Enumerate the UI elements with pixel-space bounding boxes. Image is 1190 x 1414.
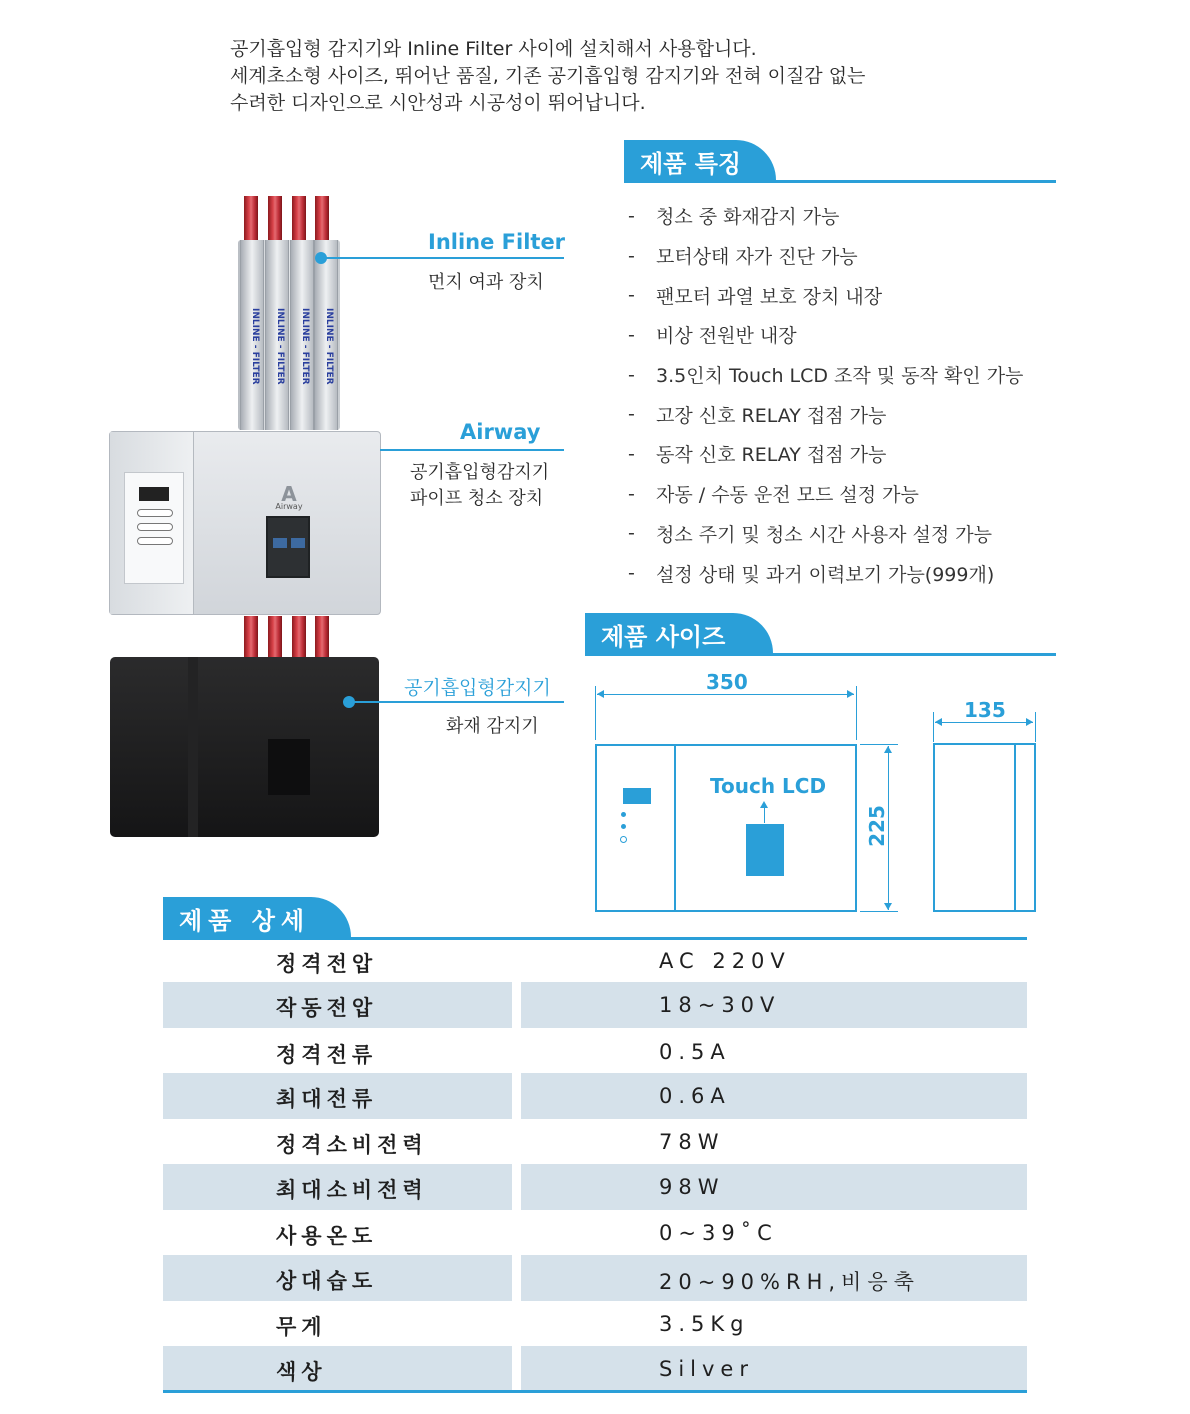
spec-key: 색상 bbox=[276, 1360, 327, 1384]
table-row bbox=[163, 1073, 1027, 1119]
height-dimension: 225 bbox=[864, 805, 889, 847]
callout-line bbox=[322, 257, 564, 259]
feature-item: - 3.5인치 Touch LCD 조작 및 동작 확인 가능 bbox=[628, 363, 1024, 388]
spec-key: 정격소비전력 bbox=[276, 1133, 428, 1157]
table-row bbox=[163, 1029, 1027, 1075]
table-row bbox=[163, 1210, 1027, 1256]
inline-filter-desc: 먼지 여과 장치 bbox=[428, 272, 544, 293]
pipe bbox=[292, 616, 306, 658]
pipe bbox=[315, 196, 329, 244]
spec-key: 사용온도 bbox=[276, 1224, 378, 1248]
pipe bbox=[315, 616, 329, 658]
spec-value: 0~39˚C bbox=[659, 1221, 778, 1245]
spec-value: AC 220V bbox=[659, 949, 791, 973]
detector-desc: 화재 감지기 bbox=[446, 716, 539, 737]
callout-dot bbox=[315, 252, 327, 264]
airway-logo: A bbox=[281, 482, 297, 506]
spec-value: Silver bbox=[659, 1357, 754, 1381]
spec-value: 3.5Kg bbox=[659, 1312, 750, 1336]
feature-item: - 팬모터 과열 보호 장치 내장 bbox=[628, 284, 883, 308]
pipe bbox=[292, 196, 306, 244]
table-bottom-rule bbox=[163, 1390, 1027, 1393]
feature-item: - 자동 / 수동 운전 모드 설정 가능 bbox=[628, 482, 919, 507]
pipe bbox=[244, 196, 258, 244]
airway-device-image bbox=[109, 431, 381, 615]
table-row bbox=[163, 1255, 1027, 1301]
detector-image bbox=[110, 657, 379, 837]
airway-desc-1: 공기흡입형감지기 bbox=[410, 462, 550, 483]
airway-desc-2: 파이프 청소 장치 bbox=[410, 488, 544, 509]
table-row bbox=[163, 1301, 1027, 1347]
control-panel bbox=[124, 472, 184, 584]
table-row bbox=[163, 1346, 1027, 1392]
feature-item: - 설정 상태 및 과거 이력보기 가능(999개) bbox=[628, 562, 995, 586]
pipe bbox=[268, 196, 282, 244]
detail-title: 제품 상세 bbox=[179, 907, 311, 935]
spec-value: 0.5A bbox=[659, 1040, 731, 1064]
spec-key: 무게 bbox=[276, 1315, 327, 1339]
intro-line-1: 공기흡입형 감지기와 Inline Filter 사이에 설치해서 사용합니다. bbox=[230, 38, 757, 60]
table-row bbox=[163, 1119, 1027, 1165]
table-row bbox=[163, 1164, 1027, 1210]
spec-key: 작동전압 bbox=[276, 996, 378, 1020]
callout-line bbox=[352, 701, 564, 703]
feature-item: - 모터상태 자가 진단 가능 bbox=[628, 244, 858, 269]
inline-filter-title: Inline Filter bbox=[428, 230, 566, 254]
detail-header bbox=[163, 897, 1027, 939]
intro-text bbox=[230, 36, 990, 117]
width-dimension: 350 bbox=[706, 670, 748, 694]
feature-item: - 고장 신호 RELAY 접점 가능 bbox=[628, 403, 887, 427]
depth-dimension: 135 bbox=[964, 698, 1006, 722]
spec-key: 최대소비전력 bbox=[276, 1178, 428, 1202]
callout-dot bbox=[343, 696, 355, 708]
front-view-outline bbox=[595, 744, 857, 912]
spec-value: 0.6A bbox=[659, 1084, 731, 1108]
intro-line-2: 세계초소형 사이즈, 뛰어난 품질, 기존 공기흡입형 감지기와 전혀 이질감 없는 bbox=[230, 65, 866, 87]
size-title: 제품 사이즈 bbox=[601, 623, 726, 651]
size-header bbox=[585, 613, 1056, 655]
screen-block bbox=[623, 788, 651, 804]
spec-value: 18~30V bbox=[659, 993, 781, 1017]
spec-key: 정격전류 bbox=[276, 1043, 378, 1067]
table-row bbox=[163, 982, 1027, 1028]
feature-item: - 청소 주기 및 청소 시간 사용자 설정 가능 bbox=[628, 522, 992, 546]
side-view-outline bbox=[933, 743, 1036, 912]
feature-list bbox=[628, 196, 1098, 593]
airway-title: Airway bbox=[460, 420, 541, 444]
callout-line bbox=[380, 449, 564, 451]
touch-lcd-label: Touch LCD bbox=[710, 774, 827, 798]
feature-item: - 청소 중 화재감지 가능 bbox=[628, 204, 840, 229]
spec-key: 정격전압 bbox=[276, 952, 378, 976]
airway-logo-text: Airway bbox=[275, 502, 303, 511]
spec-key: 최대전류 bbox=[276, 1087, 378, 1111]
detector-title: 공기흡입형감지기 bbox=[404, 677, 551, 699]
spec-value: 98W bbox=[659, 1175, 725, 1199]
spec-key: 상대습도 bbox=[276, 1269, 378, 1293]
features-title: 제품 특징 bbox=[640, 150, 742, 178]
spec-value: 20~90%RH,비응축 bbox=[659, 1270, 920, 1294]
pipe bbox=[244, 616, 258, 658]
intro-line-3: 수려한 디자인으로 시안성과 시공성이 뛰어납니다. bbox=[230, 92, 646, 114]
table-row bbox=[163, 938, 1027, 984]
inline-filter-image: INLINE - FILTER INLINE - FILTER INLINE - FILTER INLINE - FILTER bbox=[238, 240, 340, 430]
feature-item: - 동작 신호 RELAY 접점 가능 bbox=[628, 442, 887, 467]
feature-item: - 비상 전원반 내장 bbox=[628, 323, 797, 348]
pipe bbox=[268, 616, 282, 658]
spec-value: 78W bbox=[659, 1130, 725, 1154]
features-header bbox=[624, 140, 1056, 182]
lcd-block bbox=[746, 824, 784, 876]
device-lcd-screen bbox=[266, 516, 310, 578]
